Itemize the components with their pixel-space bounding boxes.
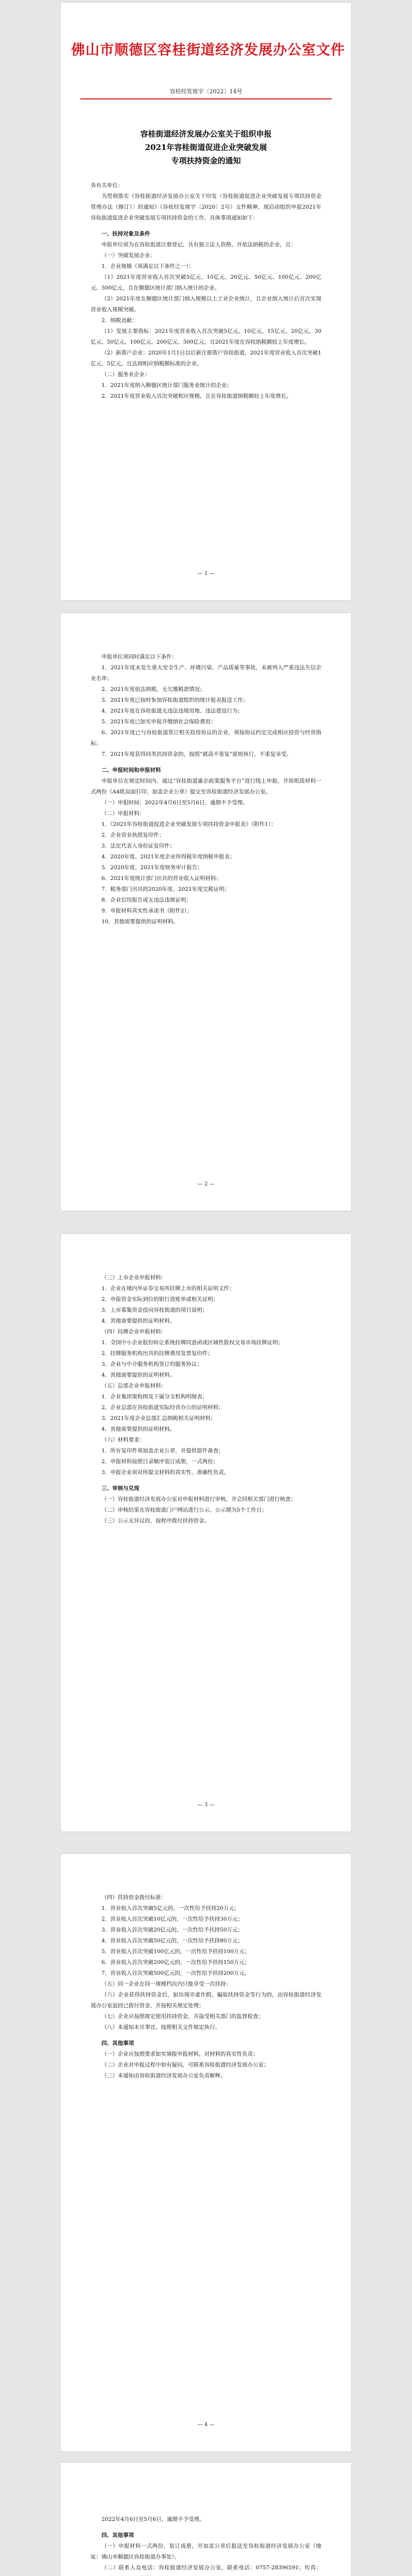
paragraph: （八）本通知未尽事宜，按照相关文件规定执行。 xyxy=(101,2024,220,2030)
document-body xyxy=(91,652,321,927)
title-line: 2021年容桂街道促进企业突破发展 xyxy=(145,143,267,152)
paragraph: （2）2021年度在顺德区统计部门纳入规模以上工业企业统计，且企业纳入统计后首次实现营业收入规模突破。 xyxy=(91,296,321,313)
document-body xyxy=(91,1892,321,2081)
paragraph: （四）挂牌企业申报材料： xyxy=(101,1329,166,1335)
paragraph: 3．2021年度已按时参加容桂街道组织的统计报表报送工作； xyxy=(101,697,249,703)
paragraph: （六）企业获得扶持资金后，如出现弄虚作假、骗取扶持资金等行为的，由容桂街道经济发展办公室追回已拨付资金，并按相关规定处理； xyxy=(91,1992,321,2009)
paragraph: 2．企业总部在容桂街道实际经营办公的证明材料； xyxy=(101,1404,224,1411)
paragraph: 2．纳税贡献： xyxy=(101,317,138,324)
paragraph: 4．其他需要提供的证明材料。 xyxy=(101,1426,176,1432)
paragraph: 申报单位须为在容桂街道注册登记、具有独立法人资格、并依法纳税的企业，且： xyxy=(101,242,296,248)
document-body xyxy=(91,2514,321,2576)
document-title xyxy=(80,127,332,167)
paragraph: 2．申报材料按照目录顺序装订成册，一式两份； xyxy=(101,1459,219,1465)
paragraph: 1．营业收入首次突破5亿元的，一次性给予扶持20万元； xyxy=(101,1905,240,1911)
paragraph: 1．企业规模（须满足以下条件之一）： xyxy=(101,263,194,269)
paragraph: 2．2021年度依法纳税，无欠缴税款情况； xyxy=(101,686,205,692)
page-number: — 2 — xyxy=(197,1181,215,1187)
paragraph: 各有关单位： xyxy=(91,182,123,189)
page-number: — 3 — xyxy=(197,1802,215,1808)
paragraph: 8．企业信用报告或无违法违规证明； xyxy=(101,897,192,903)
document-body xyxy=(91,180,321,402)
paragraph: 1．所有复印件须加盖企业公章，并提供原件备查； xyxy=(101,1448,224,1454)
paragraph: （一）企业应按照要求如实填报申报材料，对材料的真实性负责； xyxy=(101,2051,259,2057)
paragraph: 1．企业集团架构图及下属分支机构明细表； xyxy=(101,1394,208,1400)
paragraph: 4．营业收入首次突破50亿元的，一次性给予扶持80万元； xyxy=(101,1938,243,1944)
paragraph: （2）新落户企业：2020年1月1日以后新注册落户容桂街道，2021年度营业收入首次突破1亿元、5亿元，且达到相应纳税额标准的企业。 xyxy=(91,350,321,367)
document-org-header: 佛山市顺德区容桂街道经济发展办公室文件 xyxy=(71,42,345,58)
paragraph: 1．《2021年容桂街道促进企业突破发展专项扶持资金申报表》（附件1）； xyxy=(101,821,277,827)
page-number: — 1 — xyxy=(197,571,215,577)
paragraph: （一）申报时间：2022年4月6日至5月6日，逾期不予受理。 xyxy=(101,800,248,806)
paragraph: 2．营业收入首次突破10亿元的，一次性给予扶持30万元； xyxy=(101,1916,243,1922)
paragraph: 为贯彻落实《容桂街道经济发展办公室关于印发〈容桂街道促进企业突破发展专项扶持资金管理办法（修订）〉的通知》（容桂经发规字〔2020〕2号）文件精神，现启动组织申报2021年容桂街道促进企业突破发展专项扶持资金的工作，具体事项通知如下： xyxy=(91,193,321,221)
document-page-2 xyxy=(61,613,351,1211)
paragraph: （五）总部企业申报材料： xyxy=(101,1383,166,1389)
section-heading: 四、其他事项 xyxy=(101,2532,134,2538)
paragraph: 3．上市募集资金投向容桂街道的项目说明； xyxy=(101,1307,208,1313)
paragraph: 3．申报企业须对所提交材料的真实性、准确性负责。 xyxy=(101,1469,230,1476)
paragraph: 7．营业收入首次突破500亿元的，一次性给予扶持200万元。 xyxy=(101,1970,250,1976)
section-heading: 二、申报时间和申报材料 xyxy=(101,767,161,773)
paragraph: 申报单位在规定时间内，通过“容桂街道惠企政策服务平台”进行线上申报，并将纸质材料一式两份（A4纸双面打印，加盖企业公章）提交至容桂街道经济发展办公室。 xyxy=(91,778,321,795)
paragraph: 2．2021年度营业收入首次突破相应规模，且在容桂街道纳税额较上年度增长。 xyxy=(101,393,292,399)
paragraph: 1．全国中小企业股份转让系统挂牌同意函或区域性股权交易市场挂牌证明； xyxy=(101,1340,284,1346)
document-body xyxy=(91,1273,321,1527)
paragraph: 4．2021年度在容桂街道无违法违规用地、违法建设行为； xyxy=(101,708,243,714)
paragraph: （三）本通知由容桂街道经济发展办公室负责解释。 xyxy=(101,2073,226,2079)
paragraph: 1．2021年度纳入顺德区统计部门服务业统计的企业； xyxy=(101,382,232,388)
paragraph: 10．其他需要提供的证明材料。 xyxy=(101,919,179,925)
paragraph: 3．2021年度企业总部汇总纳税相关证明材料； xyxy=(101,1415,216,1421)
paragraph: 5．2020年度、2021年度财务审计报告； xyxy=(101,865,203,871)
paragraph: 5．2021年度已如实申报并缴纳社会保险费用； xyxy=(101,719,216,725)
paragraph: （一）申报材料一式两份，装订成册，并加盖公章后报送至容桂街道经济发展办公室（地址：佛山市顺德区容桂街道办事处）。 xyxy=(91,2543,321,2560)
document-page-3 xyxy=(61,1234,351,1832)
paragraph: 9．申报材料真实性承诺书（附件2）； xyxy=(101,908,193,914)
paragraph: （三）上市企业申报材料： xyxy=(101,1275,166,1281)
document-page-1 xyxy=(61,3,351,600)
paragraph: 6．2021年度已与容桂街道签订相关投资协议的企业，须按协议约定完成相应投资与经营指标； xyxy=(91,730,321,747)
paragraph: 5．营业收入首次突破100亿元的，一次性给予扶持100万元； xyxy=(101,1948,250,1955)
paragraph: （二）审核结果在容桂街道门户网站进行公示，公示期为5个工作日； xyxy=(101,1507,267,1513)
paragraph: 1．2021年度未发生重大安全生产、环境污染、产品质量等事故，未被列入严重违法失信企业名单； xyxy=(91,665,321,682)
paragraph: （七）企业应按照规定使用扶持资金，并接受相关部门的监督检查； xyxy=(101,2013,264,2020)
paragraph: 3．法定代表人身份证复印件； xyxy=(101,843,176,849)
paragraph: （二）申报材料： xyxy=(101,810,145,817)
paragraph: （二）联系人及电话：容桂街道经济发展办公室，联系电话：0757-28396591；传真： xyxy=(101,2565,321,2571)
section-heading: 三、审核与兑现 xyxy=(101,1485,140,1492)
paragraph: （一）容桂街道经济发展办公室对申报材料进行审核，并会同相关部门进行核查； xyxy=(101,1496,296,1502)
paragraph: （四）扶持资金拨付标准： xyxy=(101,1894,166,1901)
section-heading: 一、扶持对象及条件 xyxy=(101,231,150,237)
paragraph: 6．营业收入首次突破200亿元的，一次性给予扶持150万元； xyxy=(101,1959,250,1965)
paragraph: （五）同一企业在同一规模档次内只能享受一次扶持； xyxy=(101,1981,231,1987)
paragraph: 3．企业与中介服务机构签订的服务协议； xyxy=(101,1361,202,1367)
paragraph: 1．企业在境内外证券交易所挂牌上市的相关证明文件； xyxy=(101,1285,235,1292)
paragraph: 2．挂牌服务机构出具的挂牌费用发票复印件； xyxy=(101,1350,213,1357)
paragraph: （1）发展主要指标：2021年度营业收入首次突破5亿元、10亿元、15亿元、20亿元、30亿元、50亿元、100亿元、200亿元、500亿元，且2021年度在容桂纳税额较上年度增长。 xyxy=(91,328,321,345)
paragraph: 3．营业收入首次突破20亿元的，一次性给予扶持50万元； xyxy=(101,1927,243,1933)
section-heading: 四、其他事项 xyxy=(101,2040,134,2046)
paragraph: （1）2021年度营业收入首次突破5亿元、10亿元、20亿元、50亿元、100亿元、200亿元、500亿元，且在顺德区统计部门纳入统计的企业。 xyxy=(91,274,321,291)
paragraph: 4．2020年度、2021年度企业所得税年度纳税申报表； xyxy=(101,854,235,860)
paragraph: （一）突破发展企业： xyxy=(101,252,156,259)
paragraph: 2．企业营业执照复印件； xyxy=(101,832,165,838)
paragraph: 2．申报资金实际到位的银行进账单或相关证明； xyxy=(101,1296,219,1302)
paragraph: （三）公示无异议的，按程序拨付扶持资金。 xyxy=(101,1518,210,1524)
paragraph: （六）材料要求： xyxy=(101,1437,145,1443)
paragraph: 2022年4月6日至5月6日，逾期不予受理。 xyxy=(101,2516,205,2522)
title-line: 专项扶持资金的通知 xyxy=(171,156,241,165)
document-number: 容桂经发规字〔2022〕14号 xyxy=(169,88,243,95)
paragraph: 7．2021年度获得同类扶持资金的，按照“就高不重复”原则执行，不重复享受。 xyxy=(101,751,292,757)
paragraph: 4．其他需要提供的证明材料。 xyxy=(101,1318,176,1324)
paragraph: 7．税务部门出具的2020年度、2021年度完税证明； xyxy=(101,886,230,892)
paragraph: 6．2021年度统计部门出具的营业收入证明材料； xyxy=(101,875,221,882)
document-page-4 xyxy=(61,1854,351,2451)
document-page-5 xyxy=(61,2463,351,2576)
paragraph: （二）企业对申报过程中如有疑问，可联系容桂街道经济发展办公室； xyxy=(101,2062,269,2068)
page-number: — 4 — xyxy=(197,2422,215,2428)
paragraph: （二）服务业企业： xyxy=(101,371,150,378)
title-line: 容桂街道经济发展办公室关于组织申报 xyxy=(140,129,272,139)
header-divider xyxy=(80,98,332,99)
paragraph: 申报单位须同时满足以下条件： xyxy=(101,654,177,660)
paragraph: 4．其他需要提供的证明材料。 xyxy=(101,1372,176,1378)
